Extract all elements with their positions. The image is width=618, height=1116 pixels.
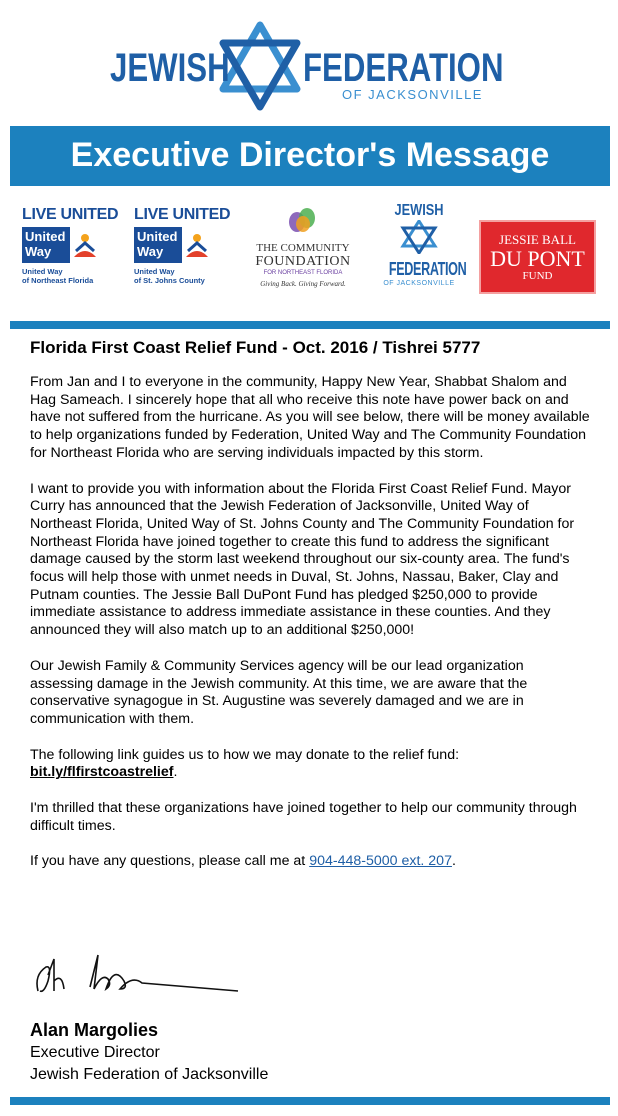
caption-line2: of Northeast Florida xyxy=(22,276,94,285)
united-way-stjohns-logo xyxy=(134,206,234,285)
united-way-box xyxy=(22,227,70,263)
link-intro-text: The following link guides us to how we may donate to the relief fund: xyxy=(30,746,460,763)
dupont-fund-logo xyxy=(479,220,596,294)
united-way-caption xyxy=(134,267,234,285)
united-way-box-line1: United xyxy=(137,229,178,244)
jf-small-line2: FEDERATION xyxy=(388,259,467,279)
signer-organization: Jewish Federation of Jacksonville xyxy=(30,1066,269,1083)
united-way-hand-icon xyxy=(182,227,212,263)
jf-small-line3: OF JACKSONVILLE xyxy=(383,280,455,287)
logo-word-jewish: JEWISH xyxy=(110,46,230,90)
phone-link[interactable]: 904-448-5000 ext. 207 xyxy=(309,853,452,870)
caption-line1: United Way xyxy=(134,267,175,276)
paragraph: Our Jewish Family & Community Services agency will be our lead organization assessing damage in the Jewish community. At this time, we are aware that the conservative synagogue in St. Augustine was severely damaged and we are in communication with them. xyxy=(30,657,528,727)
united-way-box xyxy=(134,227,182,263)
dupont-line2: DU PONT xyxy=(490,246,585,271)
page-title: Executive Director's Message xyxy=(70,136,550,174)
cf-line3: FOR NORTHEAST FLORIDA xyxy=(263,270,343,276)
united-way-nefl-logo xyxy=(22,206,122,285)
questions-text: If you have any questions, please call me at xyxy=(30,853,310,870)
logo-subtitle: OF JACKSONVILLE xyxy=(342,87,483,102)
united-way-box-line2: Way xyxy=(137,244,164,259)
questions-paragraph xyxy=(30,853,590,871)
caption-line2: of St. Johns County xyxy=(134,276,205,285)
paragraph: I want to provide you with information about the Florida First Coast Relief Fund. Mayor Curry has announced that the Jewish Federation of Jacksonville, United Way of Northeast Florida, United Way of St. Johns County and The Community Foundation for Northeast Florida have joined together to create this fund to address the significant damage caused by the storm last weekend throughout our six-county area. The fund's focus will help those with unmet needs in Duval, St. Johns, Nassau, Baker, Clay and Putnam counties. The Jessie Ball DuPont Fund has pledged $250,000 to provide immediate assistance to address immediate assistance in these counties. And they announced they will also match up to an additional $250,000! xyxy=(30,480,575,639)
community-foundation-icon xyxy=(285,204,321,234)
title-banner xyxy=(10,126,610,186)
dupont-line1: JESSIE BALL xyxy=(499,232,576,247)
questions-suffix: . xyxy=(451,853,456,870)
link-suffix: . xyxy=(173,764,178,781)
cf-tagline: Giving Back. Giving Forward. xyxy=(260,280,346,288)
handwritten-signature xyxy=(28,945,248,1005)
donate-paragraph xyxy=(30,747,590,782)
dupont-line3: FUND xyxy=(522,270,553,282)
partner-logos xyxy=(10,186,610,320)
united-way-hand-icon xyxy=(70,227,100,263)
article-headline: Florida First Coast Relief Fund - Oct. 2016 / Tishrei 5777 xyxy=(30,338,481,357)
article-body xyxy=(30,338,590,889)
top-divider xyxy=(10,321,610,329)
federation-logo xyxy=(0,16,618,116)
signer-title: Executive Director xyxy=(30,1044,160,1061)
jf-small-line1: JEWISH xyxy=(394,202,444,219)
jewish-federation-small-logo xyxy=(376,202,467,287)
cf-line2: FOUNDATION xyxy=(255,254,351,269)
bottom-divider xyxy=(10,1097,610,1105)
community-foundation-logo xyxy=(248,204,358,288)
signer-name: Alan Margolies xyxy=(30,1020,159,1040)
paragraph: From Jan and I to everyone in the community, Happy New Year, Shabbat Shalom and Hag Sameach. I sincerely hope that all who receive this note have power back on and have not suffered from the hurricane. As you will see below, there will be money available to help organizations funded by Federation, United Way and The Community Foundation for Northeast Florida who are serving individuals impacted by this storm. xyxy=(30,374,590,461)
logo-word-federation: FEDERATION xyxy=(303,46,504,90)
star-of-david-icon xyxy=(399,220,439,254)
caption-line1: United Way xyxy=(22,267,63,276)
relief-fund-link[interactable]: bit.ly/flfirstcoastrelief xyxy=(30,764,174,781)
united-way-box-line2: Way xyxy=(25,244,52,259)
cf-line1: THE COMMUNITY xyxy=(256,242,350,254)
live-united-heading: LIVE UNITED xyxy=(134,206,231,223)
united-way-box-line1: United xyxy=(25,229,66,244)
paragraph: I'm thrilled that these organizations have joined together to help our community through difficult times. xyxy=(30,800,577,834)
live-united-heading: LIVE UNITED xyxy=(22,206,119,223)
united-way-caption xyxy=(22,267,122,285)
